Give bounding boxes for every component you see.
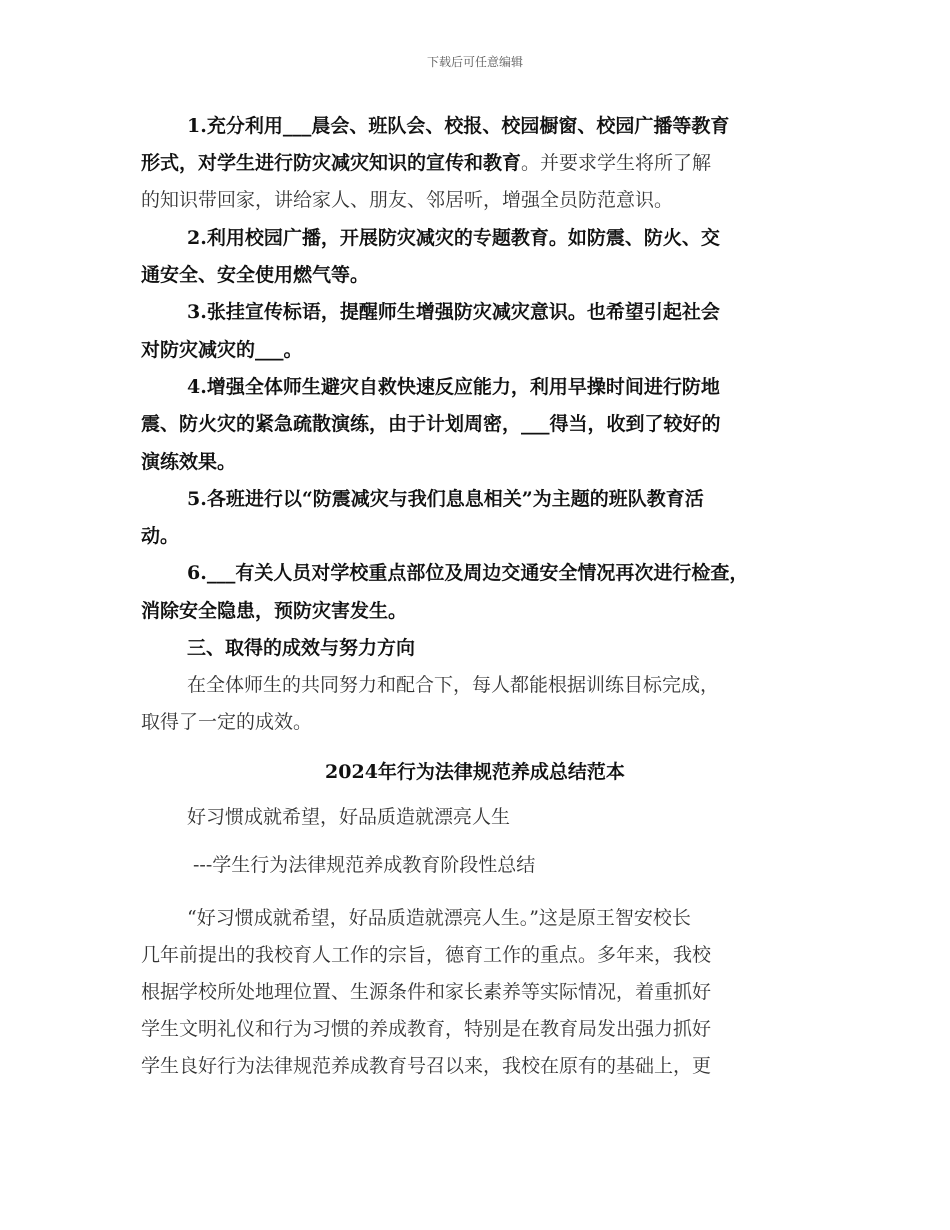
paragraph-line: 消除安全隐患，预防灾害发生。 (141, 600, 408, 622)
text-span: 。并要求学生将所了解 (521, 152, 712, 174)
paragraph-line (141, 151, 711, 175)
paragraph-line: 2.利用校园广播，开展防灾减灾的专题教育。如防震、防火、交 (187, 227, 720, 249)
section-heading: 三、取得的成效与努力方向 (187, 637, 416, 659)
page-header: 下载后可任意编辑 (426, 55, 523, 69)
paragraph-line: 演练效果。 (141, 451, 237, 473)
paragraph-line: 6.___有关人员对学校重点部位及周边交通安全情况再次进行检查， (187, 562, 749, 584)
paragraph-line: 对防灾减灾的___。 (141, 339, 303, 361)
paragraph-line: 在全体师生的共同努力和配合下，每人都能根据训练目标完成， (187, 674, 720, 696)
document-title: 2024年行为法律规范养成总结范本 (325, 761, 625, 783)
paragraph-line: 取得了一定的成效。 (141, 711, 313, 733)
paragraph-line: “好习惯成就希望，好品质造就漂亮人生。”这是原王智安校长 (187, 907, 691, 929)
paragraph-line: 根据学校所处地理位置、生源条件和家长素养等实际情况，着重抓好 (141, 981, 712, 1003)
paragraph-line: 动。 (141, 525, 180, 547)
text-span: 形式，对学生进行防灾减灾知识的宣传和教育 (141, 152, 522, 174)
paragraph-line: 4.增强全体师生避灾自救快速反应能力，利用早操时间进行防地 (187, 376, 720, 398)
paragraph-line: 震、防火灾的紧急疏散演练，由于计划周密，___得当，收到了较好的 (141, 413, 721, 435)
paragraph-line: 学生良好行为法律规范养成教育号召以来，我校在原有的基础上，更 (141, 1055, 712, 1077)
paragraph-line: 3.张挂宣传标语，提醒师生增强防灾减灾意识。也希望引起社会 (187, 301, 720, 323)
subtitle: ---学生行为法律规范养成教育阶段性总结 (193, 854, 536, 876)
subtitle: 好习惯成就希望，好品质造就漂亮人生 (187, 806, 511, 828)
paragraph-line: 5.各班进行以“防震减灾与我们息息相关”为主题的班队教育活 (187, 488, 704, 510)
paragraph-line: 的知识带回家，讲给家人、朋友、邻居听，增强全员防范意识。 (141, 189, 674, 211)
paragraph-line: 1.充分利用___晨会、班队会、校报、校园橱窗、校园广播等教育 (187, 115, 730, 137)
paragraph-line: 通安全、安全使用燃气等。 (141, 264, 370, 286)
paragraph-line: 学生文明礼仪和行为习惯的养成教育，特别是在教育局发出强力抓好 (141, 1018, 712, 1040)
paragraph-line: 几年前提出的我校育人工作的宗旨，德育工作的重点。多年来，我校 (141, 944, 712, 966)
